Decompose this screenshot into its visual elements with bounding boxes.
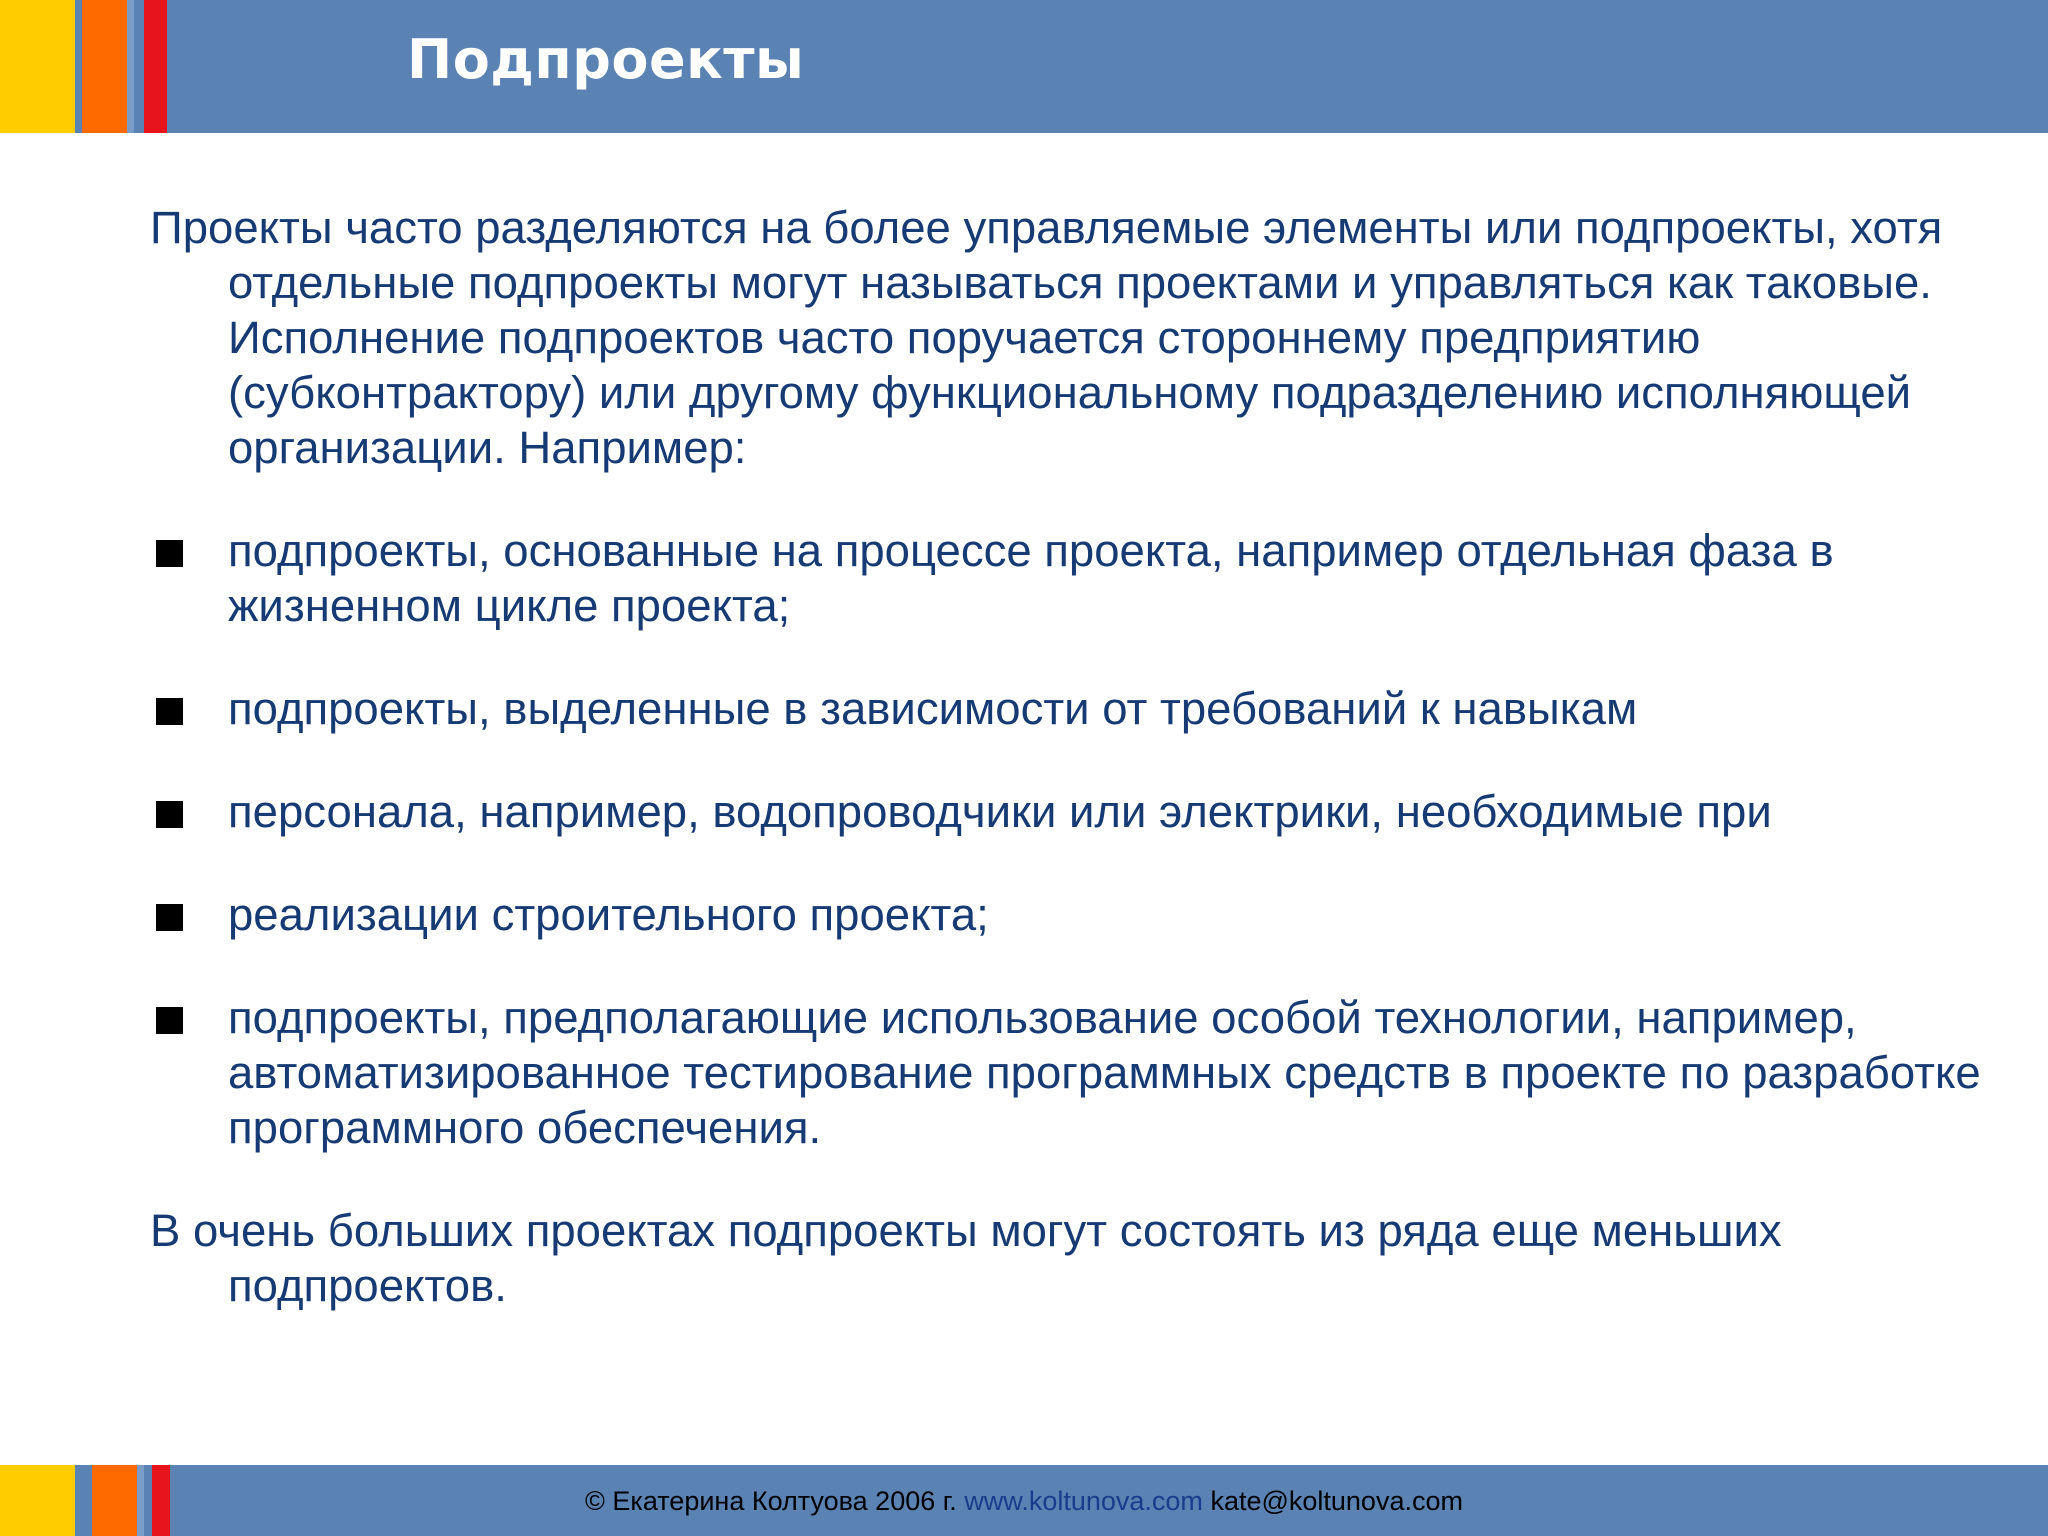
header-red-stripe	[144, 0, 167, 133]
slide-title: Подпроекты	[407, 28, 805, 91]
bullet-item	[150, 887, 2010, 942]
conclusion-paragraph: В очень больших проектах подпроекты могут состоять из ряда еще меньших подпроектов.	[150, 1205, 1782, 1311]
footer-email[interactable]: kate@koltunova.com	[1210, 1486, 1463, 1516]
bullet-list	[150, 523, 2010, 1155]
footer-website-link[interactable]: www.koltunova.com	[964, 1486, 1203, 1516]
slide-content	[150, 200, 2010, 1313]
square-bullet-icon	[156, 1007, 183, 1034]
bullet-text: подпроекты, выделенные в зависимости от требований к навыкам	[228, 683, 1638, 734]
header-bar	[0, 0, 2048, 133]
square-bullet-icon	[156, 540, 183, 567]
footer-copyright: © Екатерина Колтуова 2006 г.	[585, 1486, 957, 1516]
bullet-text: подпроекты, предполагающие использование особой технологии, например, автоматизированное тестирование программных средств в проекте по разработке программного обеспечения.	[228, 992, 1981, 1153]
square-bullet-icon	[156, 698, 183, 725]
bullet-item	[150, 681, 2010, 736]
header-light-stripe	[127, 0, 134, 133]
bullet-item	[150, 990, 2010, 1155]
header-orange-stripe	[82, 0, 127, 133]
intro-paragraph: Проекты часто разделяются на более управляемые элементы или подпроекты, хотя отдельные подпроекты могут называться проектами и управляться как таковые. Исполнение подпроектов часто поручается стороннему предприятию (субконтрактору) или другому функциональному подразделению исполняющей организации. Например:	[150, 202, 1943, 473]
square-bullet-icon	[156, 904, 183, 931]
header-yellow-stripe	[0, 0, 75, 133]
bullet-text: персонала, например, водопроводчики или электрики, необходимые при	[228, 786, 1772, 837]
square-bullet-icon	[156, 801, 183, 828]
bullet-text: реализации строительного проекта;	[228, 889, 989, 940]
bullet-text: подпроекты, основанные на процессе проекта, например отдельная фаза в жизненном цикле проекта;	[228, 525, 1834, 631]
bullet-item	[150, 523, 2010, 633]
bullet-item	[150, 784, 2010, 839]
footer-text	[0, 1486, 2048, 1517]
